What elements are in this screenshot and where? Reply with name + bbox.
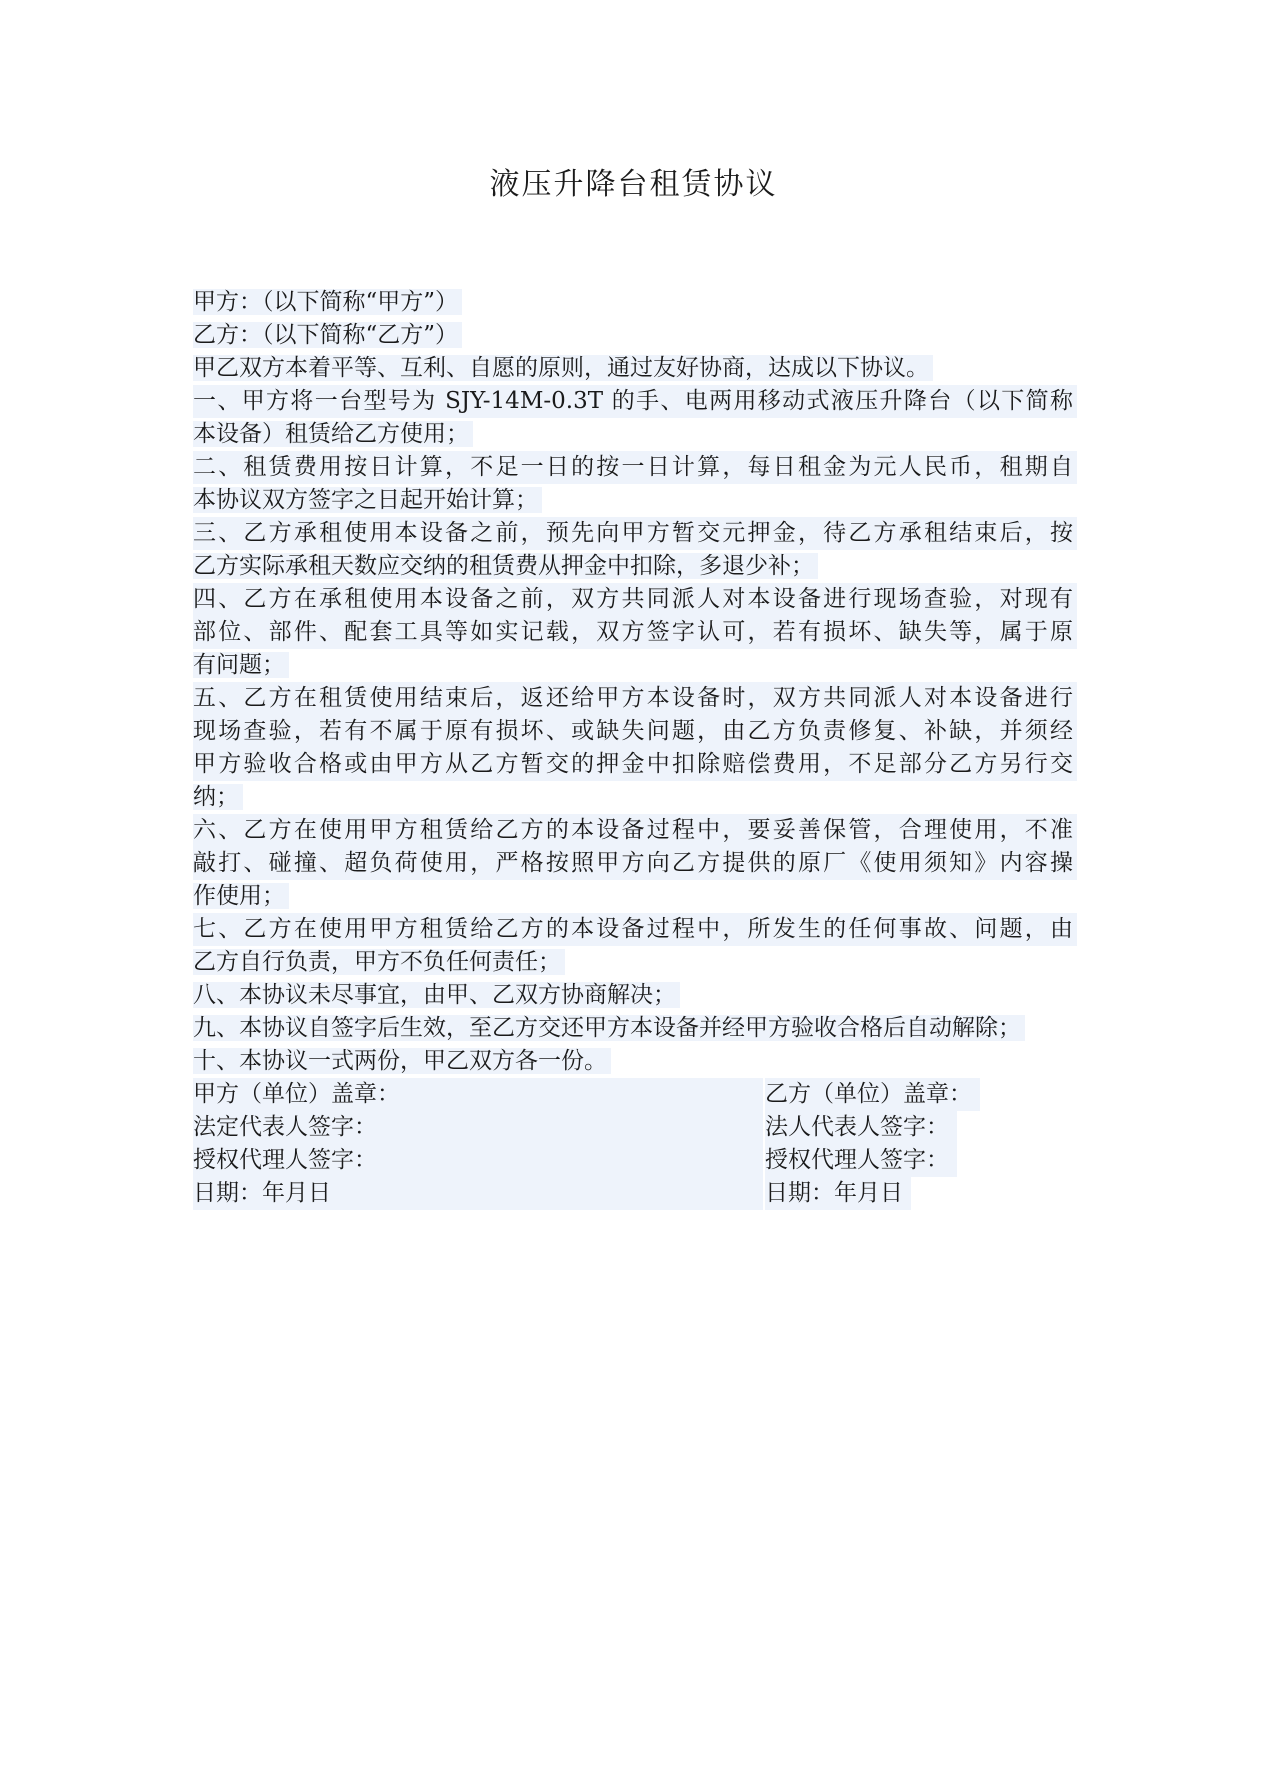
clause-10-line-1 (193, 1045, 1083, 1078)
party-a-legal-rep: 法定代表人签字： (193, 1111, 763, 1144)
signature-row-date (193, 1177, 1083, 1210)
clause-6-line-2: 敲打、碰撞、超负荷使用，严格按照甲方向乙方提供的原厂《使用须知》内容操 (193, 847, 1077, 880)
document-body (193, 286, 1083, 1210)
party-b-date: 日期：年月日 (765, 1177, 911, 1210)
clause-8-line-1-text: 八、本协议未尽事宜，由甲、乙双方协商解决； (193, 982, 680, 1008)
clause-1-line-1: 一、甲方将一台型号为 SJY-14M-0.3T 的手、电两用移动式液压升降台（以下简称 (193, 385, 1077, 418)
clause-2-line-1: 二、租赁费用按日计算，不足一日的按一日计算，每日租金为元人民币，租期自 (193, 451, 1077, 484)
party-a-line (193, 286, 1083, 319)
party-a-agent: 授权代理人签字： (193, 1144, 763, 1177)
clause-3-line-2 (193, 550, 1083, 583)
clause-9-line-1-text: 九、本协议自签字后生效，至乙方交还甲方本设备并经甲方验收合格后自动解除； (193, 1015, 1025, 1041)
clause-6-line-3 (193, 880, 1083, 913)
clause-9-line-1 (193, 1012, 1083, 1045)
party-a-date: 日期：年月日 (193, 1177, 763, 1210)
clause-4-line-2: 部位、部件、配套工具等如实记载，双方签字认可，若有损坏、缺失等，属于原 (193, 616, 1077, 649)
clause-2-line-2-text: 本协议双方签字之日起开始计算； (193, 487, 542, 513)
signature-row-agent (193, 1144, 1083, 1177)
clause-5-line-3: 甲方验收合格或由甲方从乙方暂交的押金中扣除赔偿费用，不足部分乙方另行交 (193, 748, 1077, 781)
clause-1-line-2 (193, 418, 1083, 451)
clause-2-line-2 (193, 484, 1083, 517)
clause-1-line-2-text: 本设备）租赁给乙方使用； (193, 421, 473, 447)
party-a-seal: 甲方（单位）盖章： (193, 1078, 763, 1111)
party-b-agent: 授权代理人签字： (765, 1144, 957, 1177)
clause-8-line-1 (193, 979, 1083, 1012)
document-title: 液压升降台租赁协议 (489, 167, 778, 202)
clause-7-line-1: 七、乙方在使用甲方租赁给乙方的本设备过程中，所发生的任何事故、问题，由 (193, 913, 1077, 946)
clause-7-line-2 (193, 946, 1083, 979)
clause-4-line-3 (193, 649, 1083, 682)
preamble-text: 甲乙双方本着平等、互利、自愿的原则，通过友好协商，达成以下协议。 (193, 355, 933, 381)
clause-4-line-1: 四、乙方在承租使用本设备之前，双方共同派人对本设备进行现场查验，对现有 (193, 583, 1077, 616)
party-b-line (193, 319, 1083, 352)
party-a-text: 甲方：（以下简称“甲方”） (193, 289, 462, 315)
clause-5-line-1: 五、乙方在租赁使用结束后，返还给甲方本设备时，双方共同派人对本设备进行 (193, 682, 1077, 715)
clause-5-line-4 (193, 781, 1083, 814)
clause-5-line-4-text: 纳； (193, 784, 243, 810)
party-b-text: 乙方：（以下简称“乙方”） (193, 322, 462, 348)
clause-6-line-1: 六、乙方在使用甲方租赁给乙方的本设备过程中，要妥善保管，合理使用，不准 (193, 814, 1077, 847)
clause-3-line-1: 三、乙方承租使用本设备之前，预先向甲方暂交元押金，待乙方承租结束后，按 (193, 517, 1077, 550)
clause-3-line-2-text: 乙方实际承租天数应交纳的租赁费从押金中扣除，多退少补； (193, 553, 818, 579)
clause-10-line-1-text: 十、本协议一式两份，甲乙双方各一份。 (193, 1048, 611, 1074)
signature-row-seal (193, 1078, 1083, 1111)
clause-6-line-3-text: 作使用； (193, 883, 289, 909)
signature-row-legal-rep (193, 1111, 1083, 1144)
party-b-legal-rep: 法人代表人签字： (765, 1111, 957, 1144)
clause-4-line-3-text: 有问题； (193, 652, 289, 678)
party-b-seal: 乙方（单位）盖章： (765, 1078, 980, 1111)
clause-5-line-2: 现场查验，若有不属于原有损坏、或缺失问题，由乙方负责修复、补缺，并须经 (193, 715, 1077, 748)
preamble-line (193, 352, 1083, 385)
clause-7-line-2-text: 乙方自行负责，甲方不负任何责任； (193, 949, 565, 975)
